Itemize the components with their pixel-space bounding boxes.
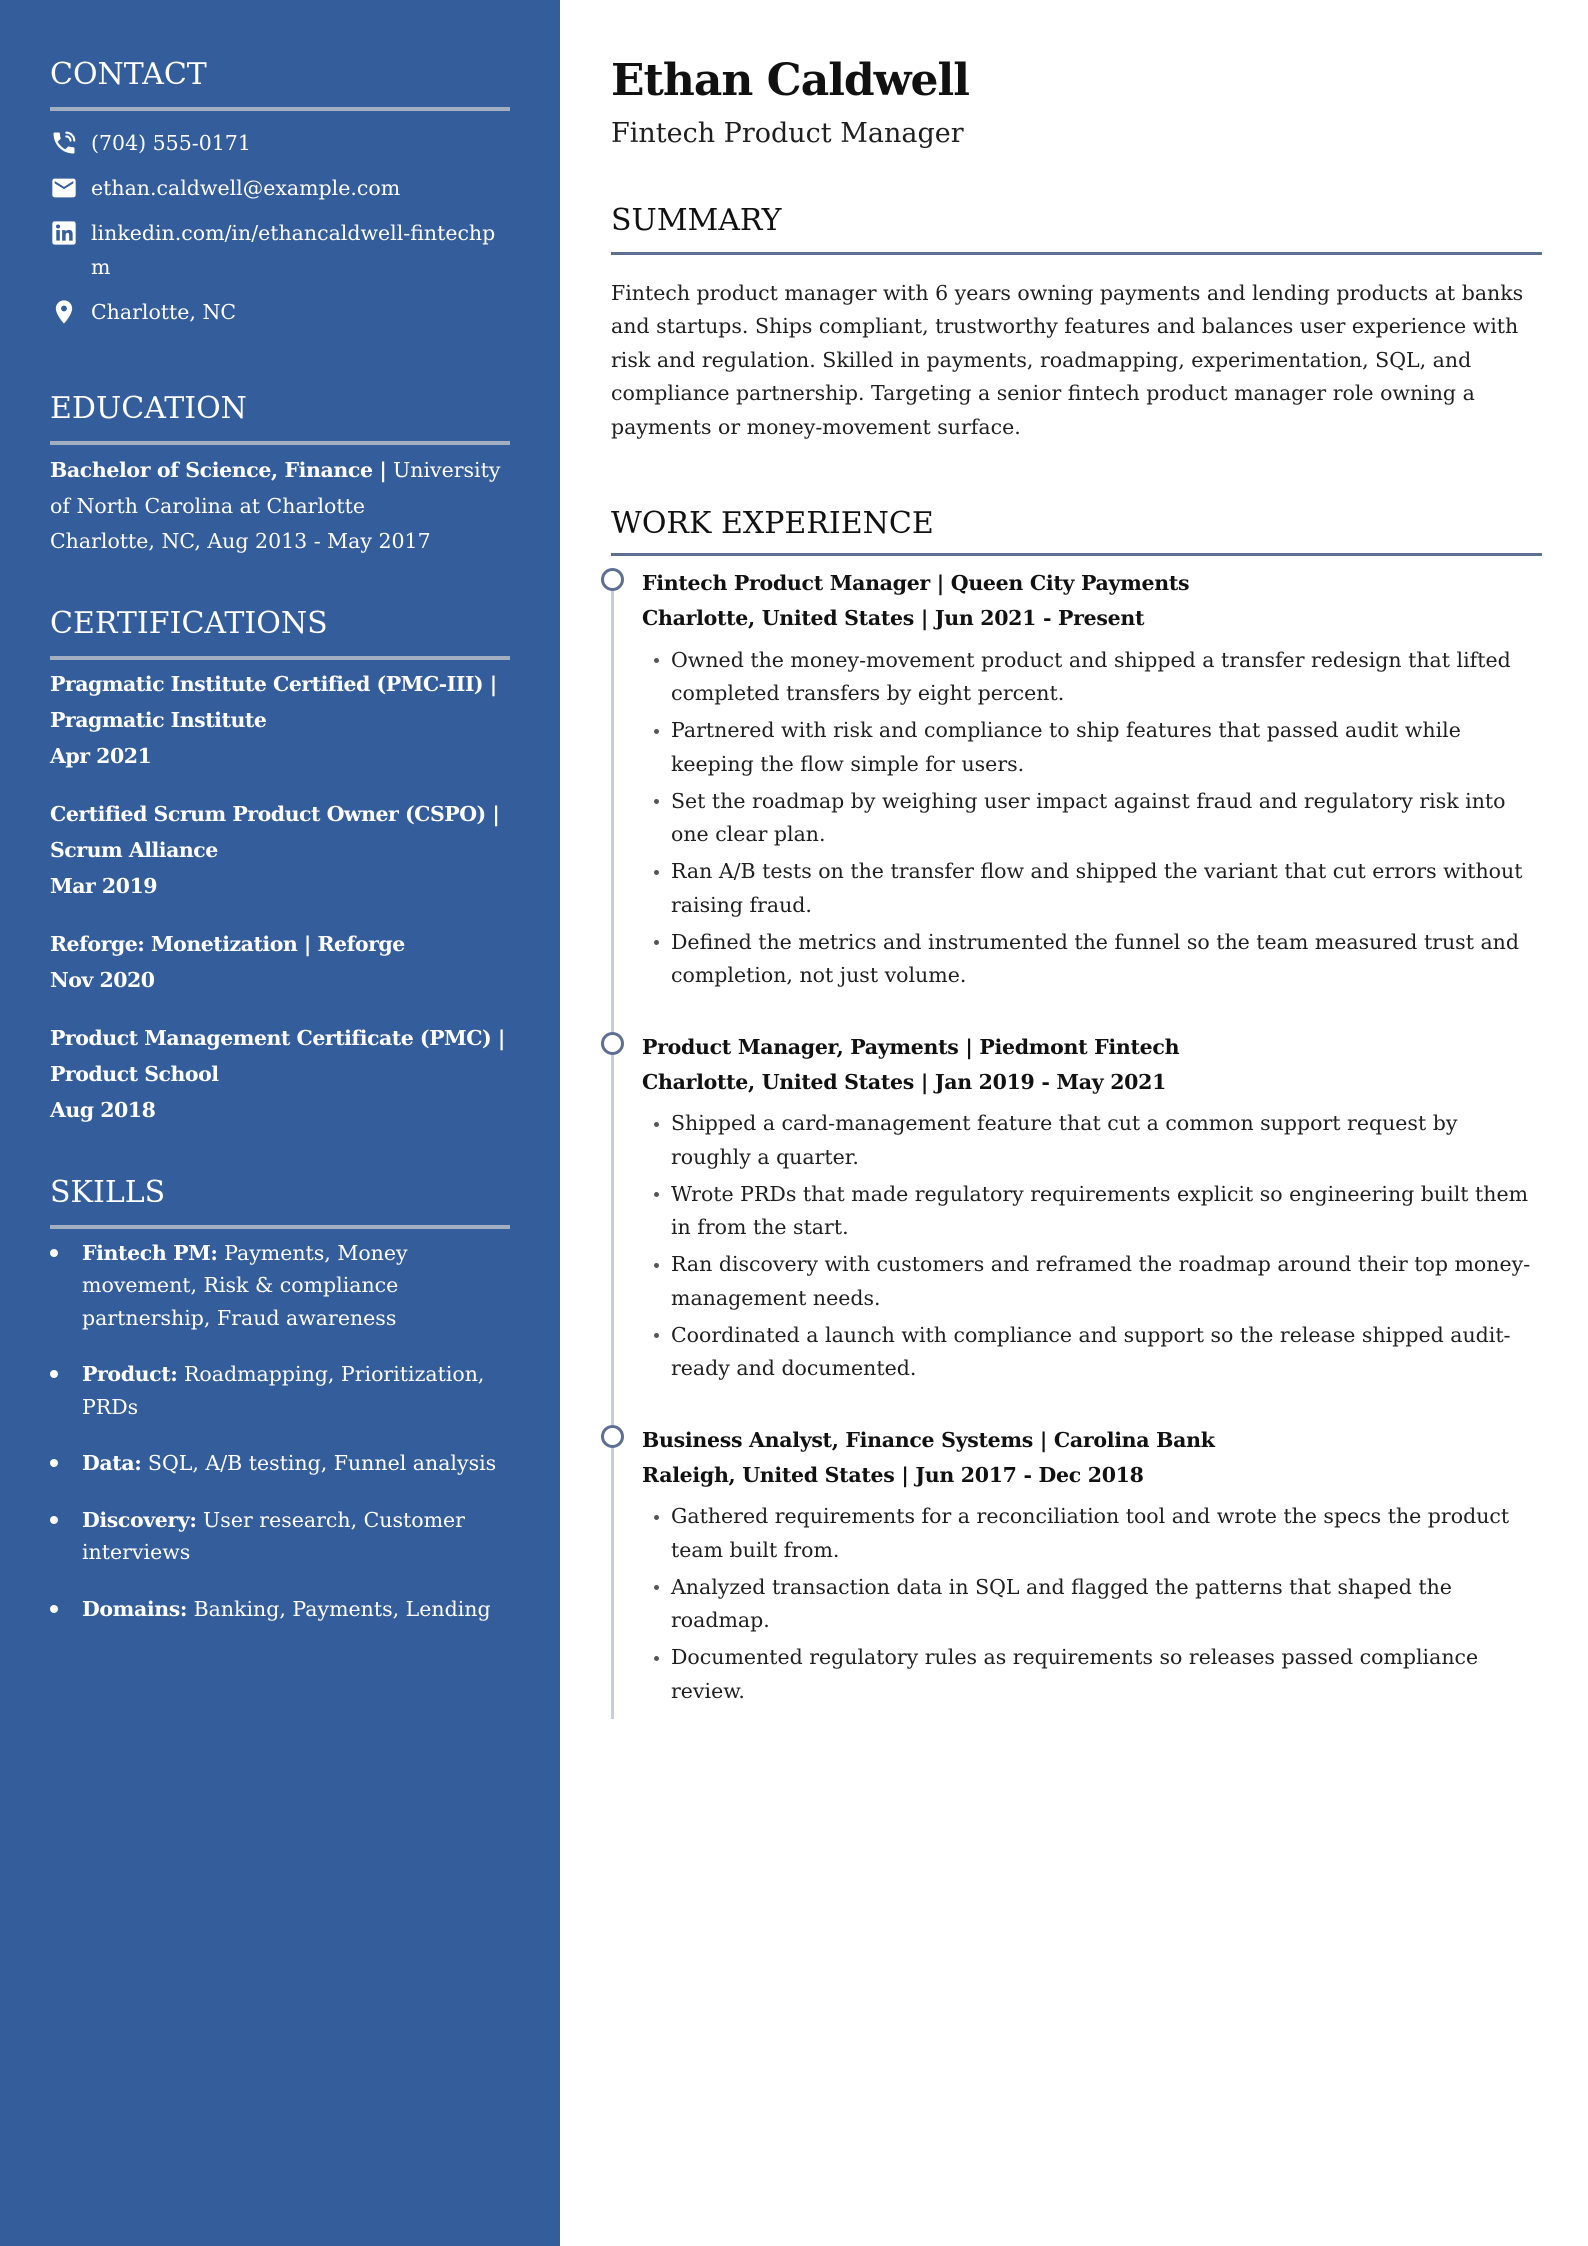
work-experience-section	[611, 504, 1542, 1709]
job-bullet: Set the roadmap by weighing user impact against fraud and regulatory risk into one clear plan.	[671, 785, 1542, 852]
main-content	[611, 0, 1542, 1708]
contact-location	[50, 295, 510, 329]
job-entry	[642, 1423, 1542, 1709]
skill-item	[50, 1237, 510, 1335]
linkedin-icon	[50, 219, 78, 247]
job-bullets	[642, 1500, 1542, 1708]
skill-label: Product:	[82, 1362, 178, 1386]
certification-title: Reforge: Monetization | Reforge	[50, 931, 405, 956]
job-title: Fintech Product Manager | Queen City Payments	[642, 571, 1190, 595]
job-bullets	[642, 644, 1542, 993]
location-pin-icon	[50, 298, 78, 326]
education-heading: EDUCATION	[50, 391, 247, 426]
resume-header	[611, 0, 1542, 153]
job-bullets	[642, 1107, 1542, 1386]
job-bullet: Owned the money-movement product and shipped a transfer redesign that lifted completed transfers by eight percent.	[671, 644, 1542, 711]
job-title: Product Manager, Payments | Piedmont Fintech	[642, 1034, 1180, 1059]
experience-timeline	[611, 566, 1542, 1708]
skill-label: Fintech PM:	[82, 1240, 218, 1265]
contact-phone[interactable]	[50, 126, 510, 160]
candidate-title: Fintech Product Manager	[611, 118, 964, 149]
education-section	[50, 389, 510, 560]
education-details: Charlotte, NC, Aug 2013 - May 2017	[50, 529, 431, 553]
summary-heading: SUMMARY	[611, 203, 782, 238]
summary-divider	[611, 252, 1542, 255]
education-entry	[50, 453, 510, 560]
skill-value: Payments, Money movement, Risk & compliance partnership, Fraud awareness	[82, 1240, 408, 1330]
certifications-heading: CERTIFICATIONS	[50, 605, 328, 641]
job-entry	[642, 566, 1542, 993]
job-bullet: Documented regulatory rules as requirements so releases passed compliance review.	[671, 1641, 1542, 1708]
skill-list	[50, 1237, 510, 1626]
job-bullet: Wrote PRDs that made regulatory requirements explicit so engineering built them in from the start.	[671, 1178, 1542, 1245]
job-meta: Charlotte, United States | Jan 2019 - May 2021	[642, 1069, 1167, 1094]
timeline-line	[611, 580, 614, 1720]
contact-section	[50, 55, 510, 329]
sidebar	[0, 0, 560, 2246]
candidate-name: Ethan Caldwell	[611, 55, 969, 106]
skill-value: Banking, Payments, Lending	[193, 1596, 491, 1621]
certification-item	[50, 926, 510, 998]
linkedin-link[interactable]: linkedin.com/in/ethancaldwell-fintechpm	[91, 221, 496, 279]
timeline-marker	[601, 1425, 624, 1448]
skill-label: Data:	[82, 1451, 142, 1475]
skill-value: User research, Customer interviews	[82, 1507, 465, 1564]
job-bullet: Ran A/B tests on the transfer flow and shipped the variant that cut errors without raising fraud.	[671, 855, 1542, 922]
contact-email[interactable]	[50, 171, 510, 205]
certification-title: Pragmatic Institute Certified (PMC-III) | Pragmatic Institute	[50, 671, 497, 732]
job-title: Business Analyst, Finance Systems | Carolina Bank	[642, 1427, 1215, 1452]
job-bullet: Defined the metrics and instrumented the funnel so the team measured trust and completion, not just volume.	[671, 926, 1542, 993]
job-bullet: Partnered with risk and compliance to ship features that passed audit while keeping the flow simple for users.	[671, 714, 1542, 781]
skill-label: Discovery:	[82, 1507, 197, 1532]
contact-list	[50, 126, 510, 329]
contact-divider	[50, 107, 510, 111]
skill-value: Roadmapping, Prioritization, PRDs	[82, 1362, 485, 1419]
certification-list	[50, 666, 510, 1128]
timeline-marker	[601, 568, 624, 591]
education-degree: Bachelor of Science, Finance |	[50, 458, 387, 482]
job-entry	[642, 1030, 1542, 1386]
skills-section	[50, 1173, 510, 1626]
skill-item	[50, 1358, 510, 1423]
work-experience-divider	[611, 553, 1542, 556]
certification-date: Aug 2018	[50, 1097, 156, 1122]
summary-section	[611, 201, 1542, 444]
education-divider	[50, 441, 510, 445]
certification-date: Apr 2021	[50, 743, 152, 768]
skill-value: SQL, A/B testing, Funnel analysis	[147, 1451, 497, 1475]
certification-item	[50, 796, 510, 904]
certification-item	[50, 1020, 510, 1128]
work-experience-heading: WORK EXPERIENCE	[611, 505, 934, 541]
job-bullet: Shipped a card-management feature that cut a common support request by roughly a quarter.	[671, 1107, 1542, 1174]
job-bullet: Gathered requirements for a reconciliation tool and wrote the specs the product team built from.	[671, 1500, 1542, 1567]
skills-divider	[50, 1225, 510, 1229]
certification-title: Product Management Certificate (PMC) | Product School	[50, 1025, 505, 1086]
certification-title: Certified Scrum Product Owner (CSPO) | Scrum Alliance	[50, 801, 500, 862]
certification-item	[50, 666, 510, 774]
contact-heading: CONTACT	[50, 57, 207, 92]
timeline-marker	[601, 1032, 624, 1055]
phone-icon	[50, 129, 78, 157]
email-link[interactable]: ethan.caldwell@example.com	[91, 176, 401, 200]
skill-item	[50, 1447, 510, 1480]
education-school: University of North Carolina at Charlotte	[50, 458, 501, 518]
phone-text: (704) 555-0171	[91, 131, 251, 155]
skills-heading: SKILLS	[50, 1174, 166, 1210]
certifications-divider	[50, 656, 510, 660]
email-icon	[50, 174, 78, 202]
contact-linkedin[interactable]	[50, 216, 510, 284]
skill-label: Domains:	[82, 1596, 188, 1621]
job-bullet: Coordinated a launch with compliance and support so the release shipped audit-ready and documented.	[671, 1319, 1542, 1386]
skill-item	[50, 1504, 510, 1569]
job-meta: Charlotte, United States | Jun 2021 - Present	[642, 606, 1145, 630]
certification-date: Nov 2020	[50, 967, 155, 992]
certifications-section	[50, 604, 510, 1128]
job-bullet: Ran discovery with customers and reframed the roadmap around their top money-management needs.	[671, 1248, 1542, 1315]
location-text: Charlotte, NC	[91, 300, 237, 324]
skill-item	[50, 1593, 510, 1626]
summary-text: Fintech product manager with 6 years owning payments and lending products at banks and startups. Ships compliant, trustworthy features and balances user experience with risk and regulation. Skilled in payments, roadmapping, experimentation, SQL, and compliance partnership. Targeting a senior fintech product manager role owning a payments or money-movement surface.	[611, 280, 1524, 439]
job-bullet: Analyzed transaction data in SQL and flagged the patterns that shaped the roadmap.	[671, 1571, 1542, 1638]
job-meta: Raleigh, United States | Jun 2017 - Dec 2018	[642, 1462, 1144, 1487]
certification-date: Mar 2019	[50, 873, 157, 898]
